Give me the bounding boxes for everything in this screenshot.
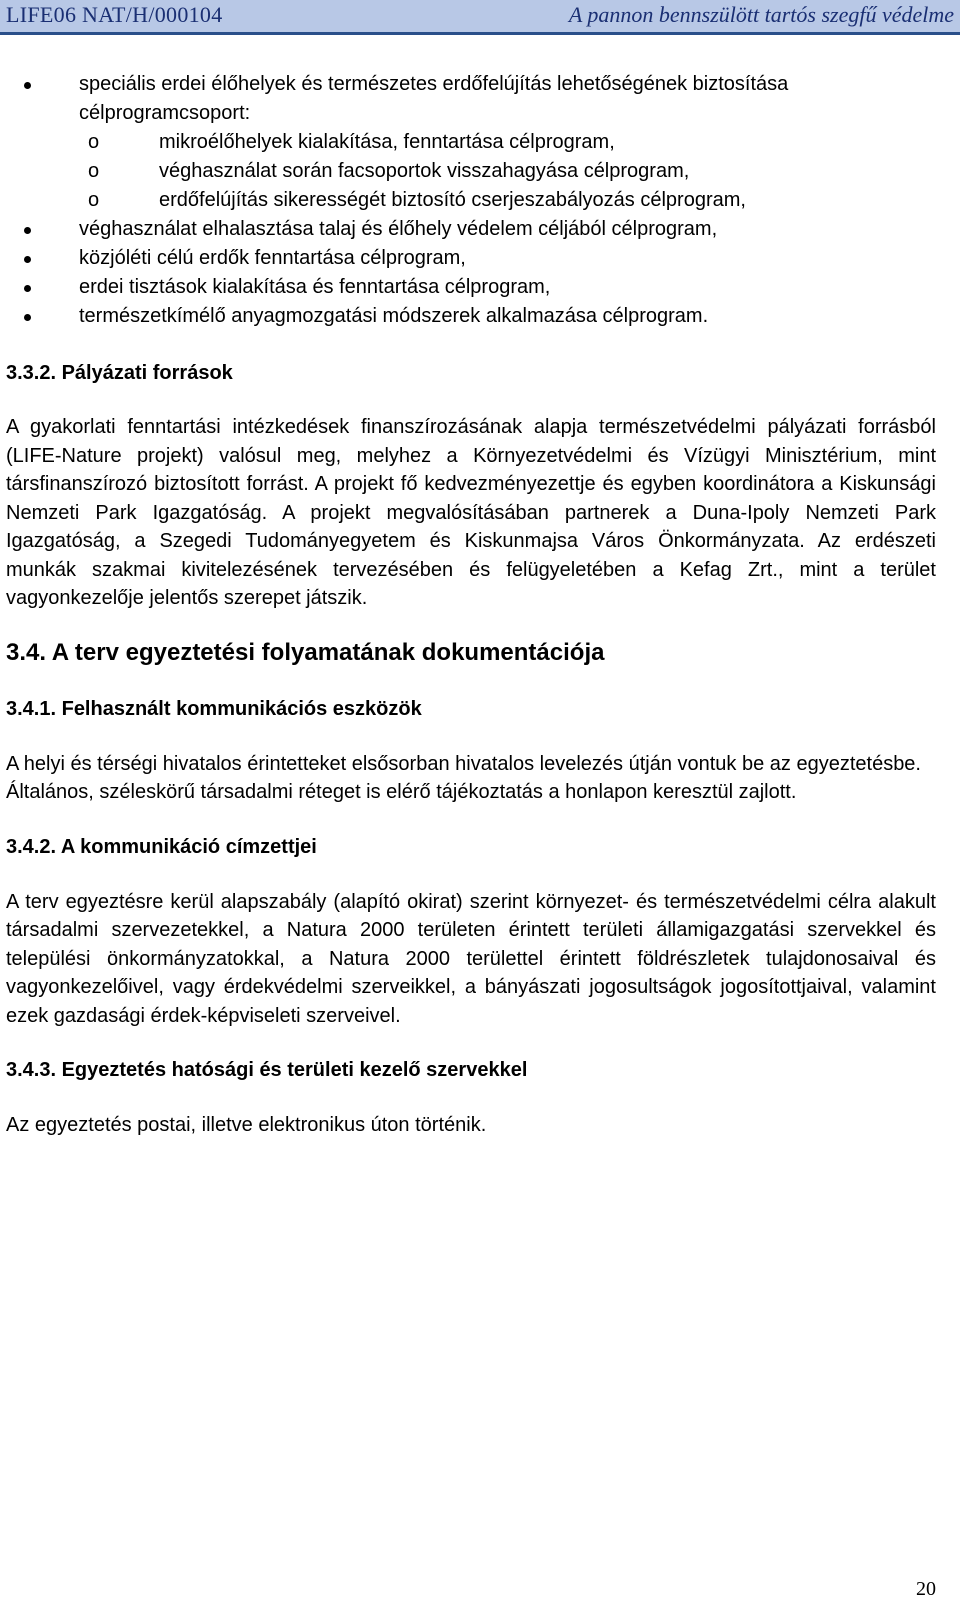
header-project-code: LIFE06 NAT/H/000104 xyxy=(6,2,223,27)
list-item-text: véghasználat elhalasztása talaj és élőhely védelem céljából célprogram, xyxy=(79,218,718,240)
target-program-list-continued xyxy=(6,215,936,331)
circle-bullet-icon: o xyxy=(88,160,100,182)
list-item xyxy=(6,302,936,331)
list-item-text: természetkímélő anyagmozgatási módszerek alkalmazása célprogram. xyxy=(79,305,709,327)
sub-list-item xyxy=(88,157,936,186)
section-heading-3-3-2: 3.3.2. Pályázati források xyxy=(6,362,233,384)
paragraph-communication-tools-1: A helyi és térségi hivatalos érintetteket elsősorban hivatalos levelezés útján vontuk be az egyeztetésbe. xyxy=(6,752,921,775)
list-item-text: speciális erdei élőhelyek és természetes erdőfelújítás lehetőségének biztosítása xyxy=(79,73,789,95)
paragraph-funding-sources: A gyakorlati fenntartási intézkedések finanszírozásának alapja természetvédelmi pályázati forrásból (LIFE-Nature projekt) valósul meg, melyhez a Környezetvédelmi és Vízügyi Minisztérium, mint társfinanszírozó biztosított forrást. A projekt fő kedvezményezettje és egyben koordinátora a Kiskunsági Nemzeti Park Igazgatóság. A projekt megvalósításában partnerek a Duna-Ipoly Nemzeti Park Igazgatóság, a Szegedi Tudományegyetem és Kiskunmajsa Város Önkormányzata. Az erdészeti munkák szakmai kivitelezésének tervezésében és felügyeletében a Kefag Zrt., mint a terület vagyonkezelője jelentős szerepet játszik. xyxy=(6,416,936,609)
running-header xyxy=(0,0,960,35)
bullet-icon xyxy=(24,256,31,263)
list-item-text: erdei tisztások kialakítása és fenntartása célprogram, xyxy=(79,276,551,298)
list-item xyxy=(6,244,936,273)
list-item xyxy=(6,70,936,99)
sub-program-list xyxy=(88,128,936,215)
bullet-icon xyxy=(24,227,31,234)
bullet-icon xyxy=(24,285,31,292)
sub-list-item-text: erdőfelújítás sikerességét biztosító cserjeszabályozás célprogram, xyxy=(159,189,746,211)
sub-list-item xyxy=(88,186,936,215)
page-number: 20 xyxy=(916,1578,936,1600)
sub-list-item-text: mikroélőhelyek kialakítása, fenntartása célprogram, xyxy=(159,131,615,153)
list-item-text: közjóléti célú erdők fenntartása célprogram, xyxy=(79,247,466,269)
bullet-icon xyxy=(24,82,31,89)
header-document-title: A pannon bennszülött tartós szegfű védelme xyxy=(568,2,954,27)
bullet-icon xyxy=(24,314,31,321)
paragraph-communication-tools-2: Általános, széleskörű társadalmi réteget is elérő tájékoztatás a honlapon keresztül zajlott. xyxy=(6,781,797,803)
circle-bullet-icon: o xyxy=(88,189,100,211)
list-item xyxy=(6,215,936,244)
section-heading-3-4-1: 3.4.1. Felhasznált kommunikációs eszközök xyxy=(6,697,422,720)
list-item xyxy=(6,273,936,302)
target-program-list xyxy=(6,70,936,99)
section-heading-3-4-2: 3.4.2. A kommunikáció címzettjei xyxy=(6,835,317,858)
paragraph-authority-coordination: Az egyeztetés postai, illetve elektronikus úton történik. xyxy=(6,1114,487,1136)
section-heading-3-4-3: 3.4.3. Egyeztetés hatósági és területi kezelő szervekkel xyxy=(6,1059,528,1081)
program-group-label: célprogramcsoport: xyxy=(79,102,251,124)
circle-bullet-icon: o xyxy=(88,131,100,153)
paragraph-communication-recipients: A terv egyeztésre kerül alapszabály (alapító okirat) szerint környezet- és természetvédelmi célra alakult társadalmi szervezetekkel, a Natura 2000 területen érintett területi államigazgatási szervekkel és települési önkormányzatokkal, a Natura 2000 területtel érintett földrészletek tulajdonosaival és vagyonkezelőivel, vagy érdekvédelmi szerveikkel, a bányászati jogosultságok jogosítottjaival, valamint ezek gazdasági érdek-képviseleti szerveivel. xyxy=(6,890,936,1027)
section-heading-3-4: 3.4. A terv egyeztetési folyamatának dokumentációja xyxy=(6,638,605,666)
sub-list-item xyxy=(88,128,936,157)
page-body xyxy=(6,70,936,1140)
sub-list-item-text: véghasználat során facsoportok visszahagyása célprogram, xyxy=(159,160,690,182)
